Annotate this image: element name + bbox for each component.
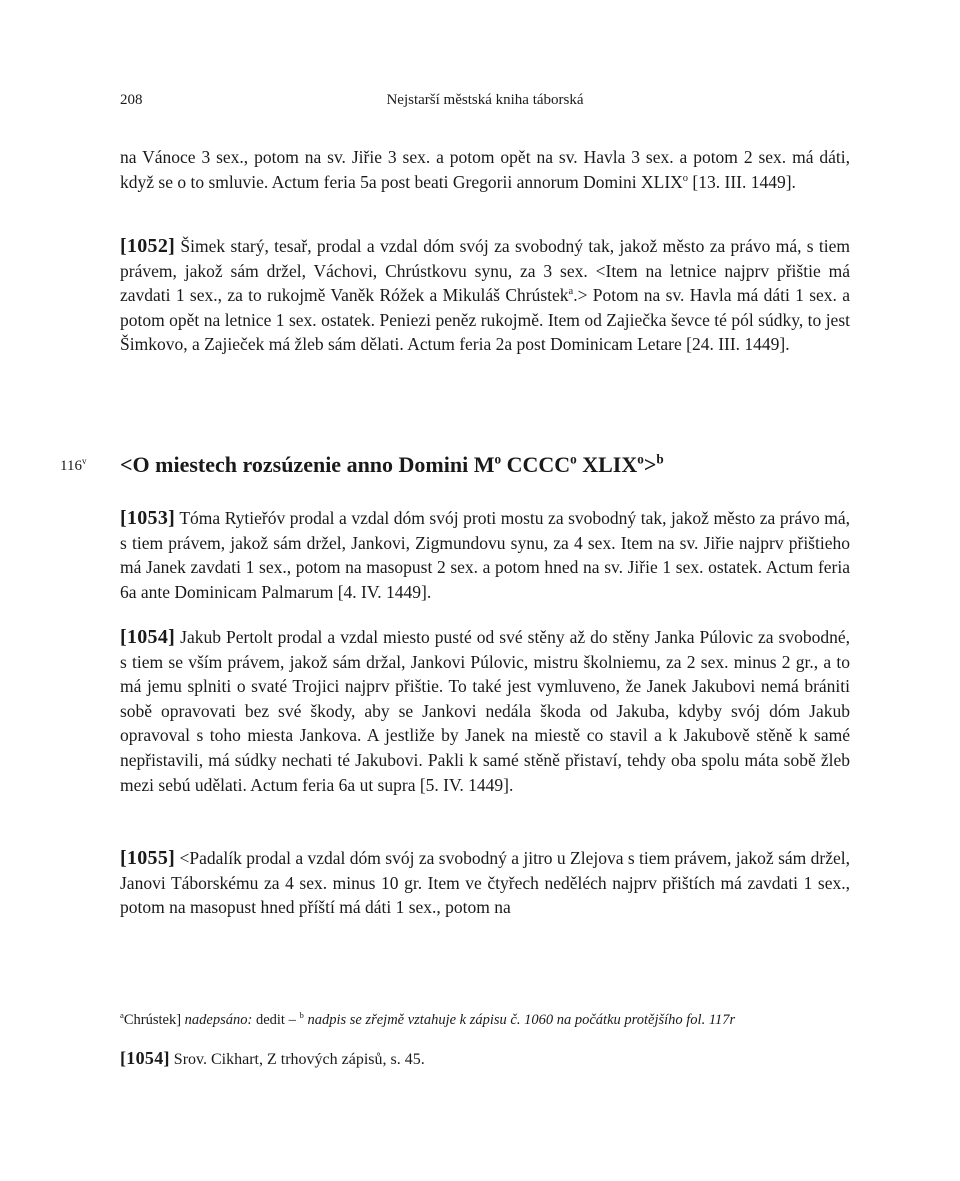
- entry-1055: [120, 846, 850, 920]
- entry-number: [1055]: [120, 847, 176, 869]
- paragraph-date: [13. III. 1449].: [688, 171, 796, 192]
- entry-number: [1053]: [120, 507, 176, 529]
- paragraph: [120, 625, 850, 797]
- paragraph-text: <Padalík prodal a vzdal dóm svój za svobodný a jitro u Zlejova s tiem právem, jakož sám držel, Janovi Táborskému za 4 sex. minus 10 gr. Item ve čtyřech neděléch najprv přištích má zavdati 1 sex., potom na masopust hned příští má dáti 1 sex., potom na: [120, 848, 850, 918]
- entry-1053: [120, 506, 850, 604]
- paragraph: [120, 234, 850, 357]
- running-title: Nejstarší městská kniha táborská: [386, 92, 584, 108]
- paragraph-text: Jakub Pertolt prodal a vzdal miesto pusté od své stěny až do stěny Janka Púlovic za svobodné, s tiem se vším právem, jakož sám držal, Jankovi Púlovic, mistru školniemu, za 2 sex. minus 2 gr., a to má jemu splniti o svaté Trojici najprv přištie. To také jest vymluveno, že Janek Jakubovi nemá brániti sobě opravovati bez své škody, aby se Jankovi nedála škoda od Jakuba, kdyby svój dóm Jakub opravoval s toho miesta Jankova. A jestliže by Janek na miestě co stavil a k Jakubově stěně k samé nepřistavili, má súdky nechati té Jakubovi. Pakli k samé stěně přistaví, tehdy oba spolu máta sobě žleb mezi sebú udělati. Actum feria 6a ut supra [5. IV. 1449].: [120, 627, 850, 795]
- textual-footnotes: $^a$Chrústek] nadepsáno: dedit – $^b$ nadpis se zřejmě vztahuje k zápisu č. 1060 na počátku protějšího fol. 117r: [120, 1010, 736, 1028]
- paragraph-text-cont: .> Potom na sv. Havla má dáti 1 sex. a potom opět na letnice 1 sex. ostatek. Peniezi peněz rukojmě. Item od Zajiečka ševce té pól súdky, to jest Šimkovo, a Zajieček má žleb sám dělati. Actum feria 2a post Dominicam Letare [24. III. 1449].: [120, 285, 850, 355]
- entry-1052: [120, 234, 850, 357]
- paragraph: [120, 506, 850, 604]
- running-head: [120, 92, 850, 114]
- paragraph-text: Tóma Rytieřóv prodal a vzdal dóm svój proti mostu za svobodný tak, jakož město za právo má, s tiem právem, jakož sám držel, Jankovi, Zigmundovu synu, za 4 sex. Item na sv. Jiřie najprv přištieho má Janek zavdati 1 sex., potom na masopust 2 sex. a potom hned na sv. Jiřie 1 sex. ostatek. Actum feria 6a ante Dominicam Palmarum [4. IV. 1449].: [120, 508, 850, 602]
- footnote-ref-b: b: [656, 451, 664, 467]
- paragraph-text: na Vánoce 3 sex., potom na sv. Jiřie 3 sex. a potom opět na sv. Havla 3 sex. a potom 2 sex. má dáti, když se o to smluvie. Actum feria 5a post beati Gregorii annorum Domini XLIX: [120, 147, 850, 192]
- paragraph-continuation: [120, 145, 850, 194]
- entry-1054: [120, 625, 850, 797]
- superscript: o: [682, 172, 689, 184]
- page-number: 208: [120, 92, 143, 108]
- footnotes: [120, 1010, 860, 1070]
- paragraph-text: Šimek starý, tesař, prodal a vzdal dóm svój za svobodný tak, jakož město za právo má, s tiem právem, jakož sám držel, Váchovi, Chrústkovu synu, za 3 sex. <Item na letnice najprv přištie má zavdati 1 sex., za to rukojmě Vaněk Róžek a Mikuláš Chrústek: [120, 236, 850, 306]
- paragraph: [120, 846, 850, 920]
- entry-number: [1052]: [120, 235, 176, 257]
- continued-entry: [120, 145, 850, 194]
- footnote-ref-a: a: [568, 286, 574, 298]
- commentary-note-1054: [1054] Srov. Cikhart, Z trhových zápisů, s. 45.: [120, 1048, 425, 1068]
- folio-margin-note: 116$^v$: [60, 456, 87, 474]
- section-heading: <O miestech rozsúzenie anno Domini $M^o$ CCCC$^o$ $XLIX^o>^b$: [120, 451, 664, 477]
- entry-number: [1054]: [120, 626, 176, 648]
